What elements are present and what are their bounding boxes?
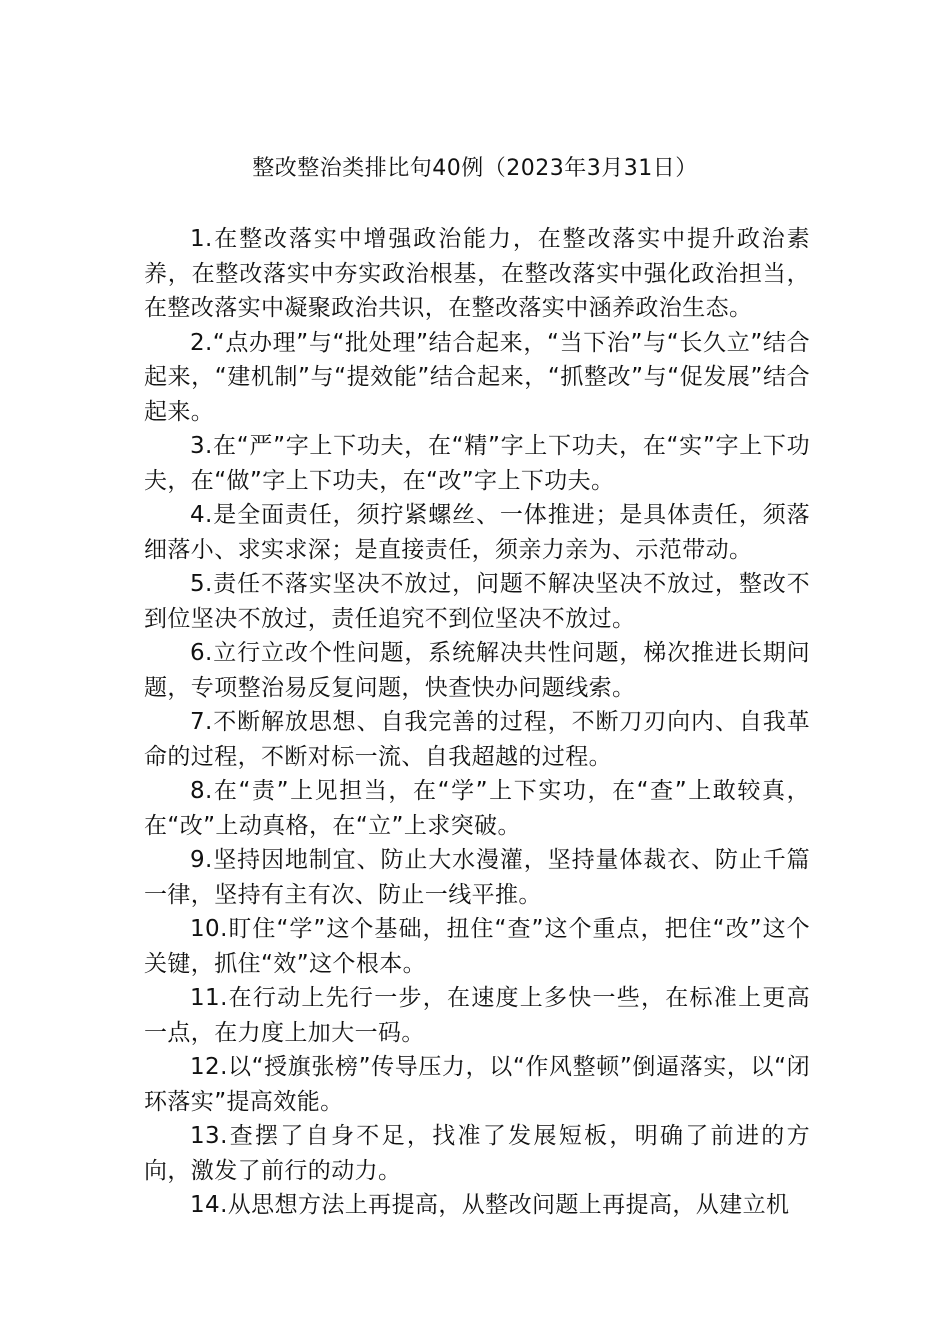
paragraph-7: 7.不断解放思想、自我完善的过程，不断刀刃向内、自我革命的过程，不断对标一流、自我超越的过程。 <box>144 709 810 770</box>
paragraph-14: 14.从思想方法上再提高，从整改问题上再提高，从建立机 <box>190 1192 790 1218</box>
paragraph-10: 10.盯住“学”这个基础，扭住“查”这个重点，把住“改”这个关键，抓住“效”这个根本。 <box>144 916 810 977</box>
document-body <box>144 222 810 1223</box>
paragraph-13: 13.查摆了自身不足，找准了发展短板，明确了前进的方向，激发了前行的动力。 <box>144 1123 810 1184</box>
paragraph-12: 12.以“授旗张榜”传导压力，以“作风整顿”倒逼落实，以“闭环落实”提高效能。 <box>144 1054 810 1115</box>
paragraph-3: 3.在“严”字上下功夫，在“精”字上下功夫，在“实”字上下功夫，在“做”字上下功夫，在“改”字上下功夫。 <box>144 433 810 494</box>
paragraph-9: 9.坚持因地制宜、防止大水漫灌，坚持量体裁衣、防止千篇一律，坚持有主有次、防止一线平推。 <box>144 847 810 908</box>
paragraph-11: 11.在行动上先行一步，在速度上多快一些，在标准上更高一点，在力度上加大一码。 <box>144 985 810 1046</box>
paragraph-2: 2.“点办理”与“批处理”结合起来，“当下治”与“长久立”结合起来，“建机制”与“提效能”结合起来，“抓整改”与“促发展”结合起来。 <box>144 329 810 425</box>
paragraph-4: 4.是全面责任，须拧紧螺丝、一体推进；是具体责任，须落细落小、求实求深；是直接责任，须亲力亲为、示范带动。 <box>144 502 810 563</box>
document-title: 整改整治类排比句40例（2023年3月31日） <box>252 156 698 181</box>
paragraph-1: 1.在整改落实中增强政治能力，在整改落实中提升政治素养，在整改落实中夯实政治根基，在整改落实中强化政治担当，在整改落实中凝聚政治共识，在整改落实中涵养政治生态。 <box>144 226 810 321</box>
paragraph-6: 6.立行立改个性问题，系统解决共性问题，梯次推进长期问题，专项整治易反复问题，快查快办问题线索。 <box>144 640 810 701</box>
paragraph-5: 5.责任不落实坚决不放过，问题不解决坚决不放过，整改不到位坚决不放过，责任追究不到位坚决不放过。 <box>144 571 810 632</box>
paragraph-8: 8.在“责”上见担当，在“学”上下实功，在“查”上敢较真，在“改”上动真格，在“立”上求突破。 <box>144 778 810 839</box>
